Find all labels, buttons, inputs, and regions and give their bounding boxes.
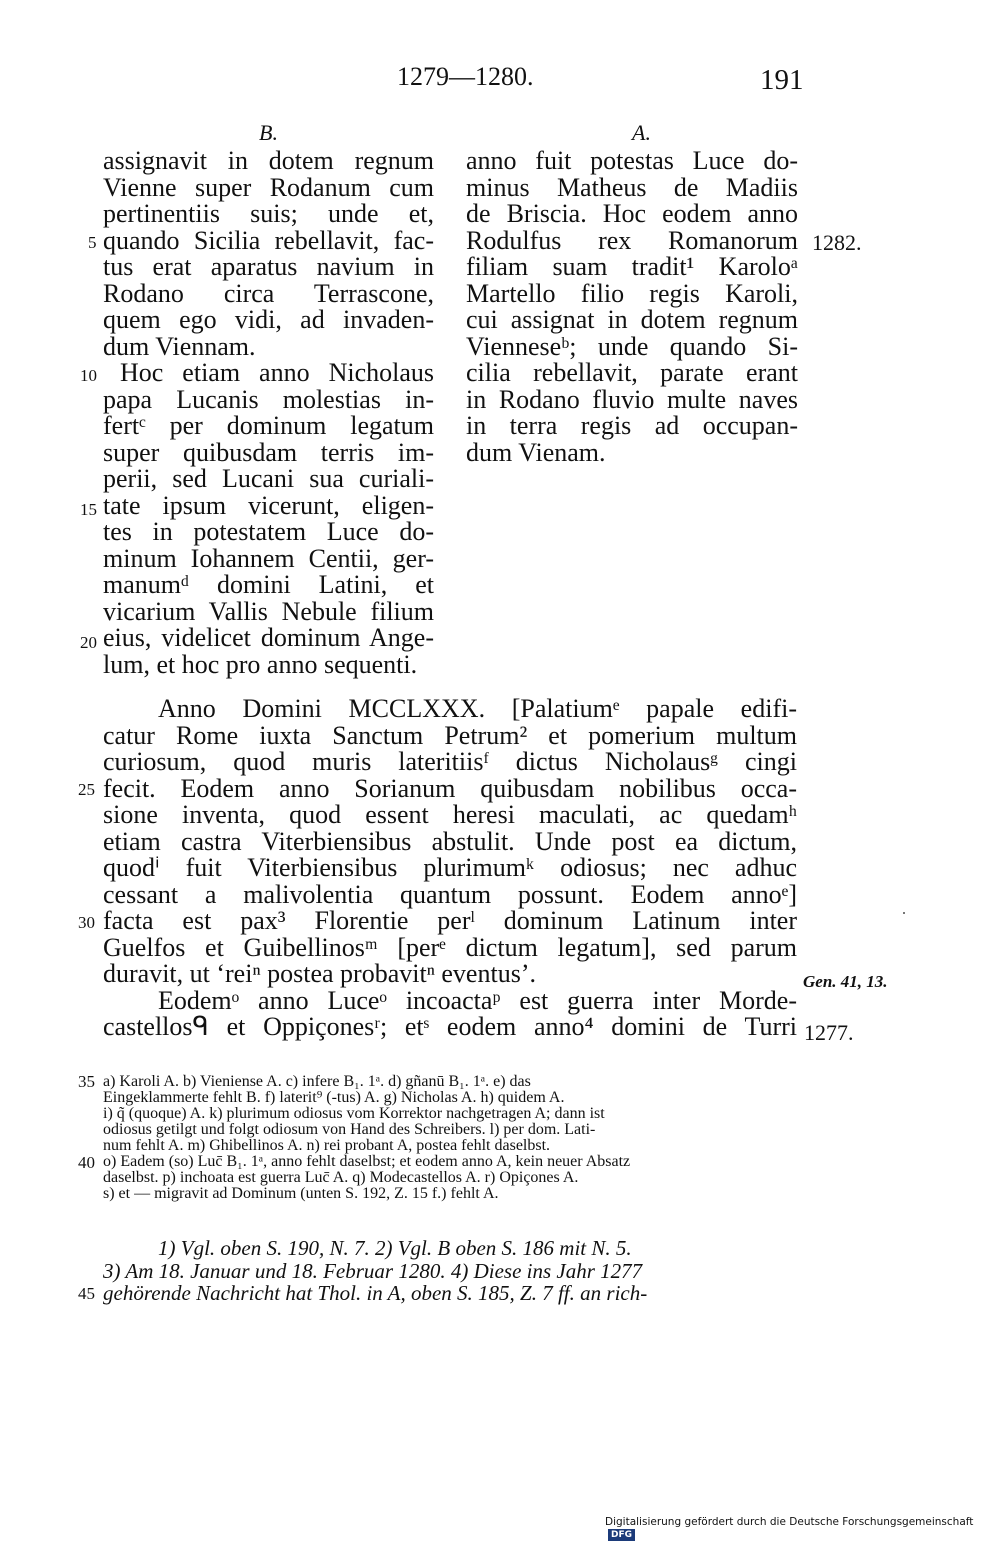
dfg-logo-icon: DFG — [608, 1529, 635, 1541]
margin-year-1282: 1282. — [812, 230, 862, 255]
line-number: 10 — [80, 366, 97, 385]
text-line: de Briscia. Hoc eodem anno — [466, 199, 798, 228]
text-line: lum, et hoc pro anno sequenti. — [103, 649, 418, 679]
text-line: super quibusdam terris im- — [103, 437, 434, 467]
line-number: 30 — [78, 913, 95, 932]
text-line: dum Viennam. — [103, 331, 256, 361]
text-line: castellosᑫ et Oppiçonesʳ; etˢ eodem anno⁴ domini de Turri — [103, 1012, 797, 1041]
footnote-line: o) Eadem (so) Luc̄ B₁. 1ᵃ, anno fehlt daselbst; et eodem anno A, kein neuer Absatz — [103, 1153, 631, 1170]
text-line: papa Lucanis molestias in- — [103, 384, 434, 414]
text-line: fertᶜ per dominum legatum — [103, 411, 434, 440]
text-line: quem ego vidi, ad invaden- — [103, 305, 434, 334]
text-line: Guelfos et Guibellinosᵐ [perᵉ dictum legatum], sed parum — [103, 932, 797, 962]
footnote-line: 1) Vgl. oben S. 190, N. 7. 2) Vgl. B oben S. 186 mit N. 5. — [158, 1236, 632, 1260]
footnote-line: odiosus getilgt und folgt odiosum von Hand des Schreibers. l) per dom. Lati- — [103, 1121, 596, 1138]
ink-mark — [903, 912, 905, 914]
line-number: 35 — [78, 1072, 95, 1091]
text-line: manumᵈ domini Latini, et — [103, 570, 434, 599]
text-line: Martello filio regis Karoli, — [466, 278, 798, 308]
text-line: perii, sed Lucani sua curiali- — [103, 464, 434, 493]
footnote-line: 3) Am 18. Januar und 18. Februar 1280. 4) Diese ins Jahr 1277 — [103, 1259, 643, 1283]
text-line: etiam castra Viterbiensibus abstulit. Unde post ea dictum, — [103, 826, 797, 856]
line-number: 5 — [88, 233, 97, 252]
text-line: quando Sicilia rebellavit, fac- — [103, 225, 434, 255]
text-line: Anno Domini MCCLXXX. [Palatiumᵉ papale edifi- — [158, 694, 797, 723]
text-line: catur Rome iuxta Sanctum Petrum² et pomerium multum — [103, 720, 797, 750]
footnote-line: gehörende Nachricht hat Thol. in A, oben S. 185, Z. 7 ff. an rich- — [103, 1281, 648, 1305]
footnote-line: daselbst. p) inchoata est guerra Luc̄ A. q) Modecastellos A. r) Opiçones A. — [103, 1169, 579, 1186]
text-line: tus erat aparatus navium in — [103, 252, 434, 281]
line-number: 15 — [80, 500, 97, 519]
text-line: Vienne super Rodanum cum — [103, 172, 434, 202]
text-line: cessant a malivolentia quantum possunt. Eodem annoᵉ] — [103, 879, 797, 909]
page-number: 191 — [760, 64, 804, 96]
footnote-line: a) Karoli A. b) Vieniense A. c) infere B₁. 1ᵃ. d) gñanū B₁. 1ᵃ. e) das — [103, 1073, 531, 1090]
column-b-text — [103, 148, 434, 678]
text-line: minum Iohannem Centii, ger- — [103, 543, 434, 573]
footnote-line: num fehlt A. m) Ghibellinos A. n) rei probant A, postea fehlt daselbst. — [103, 1137, 551, 1154]
text-line: assignavit in dotem regnum — [103, 146, 434, 175]
footnote-line: i) q̃ (quoque) A. k) plurimum odiosus vom Korrektor nachgetragen A; dann ist — [103, 1105, 605, 1122]
main-text — [103, 696, 797, 1041]
line-number: 40 — [78, 1153, 95, 1172]
text-line: cilia rebellavit, parate erant — [466, 358, 798, 387]
text-line: Vienneseᵇ; unde quando Si- — [466, 331, 798, 361]
line-number: 45 — [78, 1284, 95, 1303]
footnote-line: Eingeklammerte fehlt B. f) laterit⁹ (-tus) A. g) Nicholas A. h) quidem A. — [103, 1089, 565, 1106]
text-line: pertinentiis suis; unde et, — [103, 199, 434, 228]
margin-biblical-reference: Gen. 41, 13. — [803, 972, 888, 991]
text-line: duravit, ut ‘reiⁿ postea probavitⁿ eventus’. — [103, 959, 536, 988]
text-line: filiam suam tradit¹ Karoloᵃ — [466, 252, 798, 281]
digitization-credit — [605, 1516, 1000, 1541]
line-number: 20 — [80, 633, 97, 652]
text-line: minus Matheus de Madiis — [466, 172, 798, 202]
text-line: Rodulfus rex Romanorum — [466, 225, 798, 255]
text-line: dum Vienam. — [466, 437, 606, 467]
text-line: in Rodano fluvio multe naves — [466, 384, 798, 414]
line-number: 25 — [78, 780, 95, 799]
text-line: Eodemᵒ anno Luceᵒ incoactaᵖ est guerra inter Morde- — [158, 985, 797, 1015]
text-line: tes in potestatem Luce do- — [103, 517, 434, 546]
text-line: cui assignat in dotem regnum — [466, 305, 798, 334]
text-line: Hoc etiam anno Nicholaus — [120, 358, 434, 387]
margin-year-1277: 1277. — [804, 1020, 854, 1045]
credit-text: Digitalisierung gefördert durch die Deutsche Forschungsgemeinschaft — [605, 1516, 974, 1528]
text-line: vicarium Vallis Nebule filium — [103, 596, 434, 626]
footnote-line: s) et — migravit ad Dominum (unten S. 192, Z. 15 f.) fehlt A. — [103, 1185, 499, 1202]
column-heading-a: A. — [632, 120, 651, 145]
text-line: facta est pax³ Florentie perˡ dominum Latinum inter — [103, 906, 797, 935]
text-line: Rodano circa Terrascone, — [103, 278, 434, 308]
text-line: sione inventa, quod essent heresi maculati, ac quedamʰ — [103, 800, 797, 829]
text-line: fecit. Eodem anno Sorianum quibusdam nobilibus occa- — [103, 773, 797, 803]
column-heading-b: B. — [259, 120, 278, 145]
column-a-text — [466, 148, 798, 466]
text-line: quodⁱ fuit Viterbiensibus plurimumᵏ odiosus; nec adhuc — [103, 853, 797, 882]
text-line: anno fuit potestas Luce do- — [466, 146, 798, 175]
text-line: tate ipsum vicerunt, eligen- — [103, 490, 434, 520]
running-head-years: 1279—1280. — [397, 62, 534, 91]
text-line: in terra regis ad occupan- — [466, 411, 798, 440]
text-line: curiosum, quod muris lateritiisᶠ dictus Nicholausᵍ cingi — [103, 747, 797, 776]
text-line: eius, videlicet dominum Ange- — [103, 623, 434, 652]
